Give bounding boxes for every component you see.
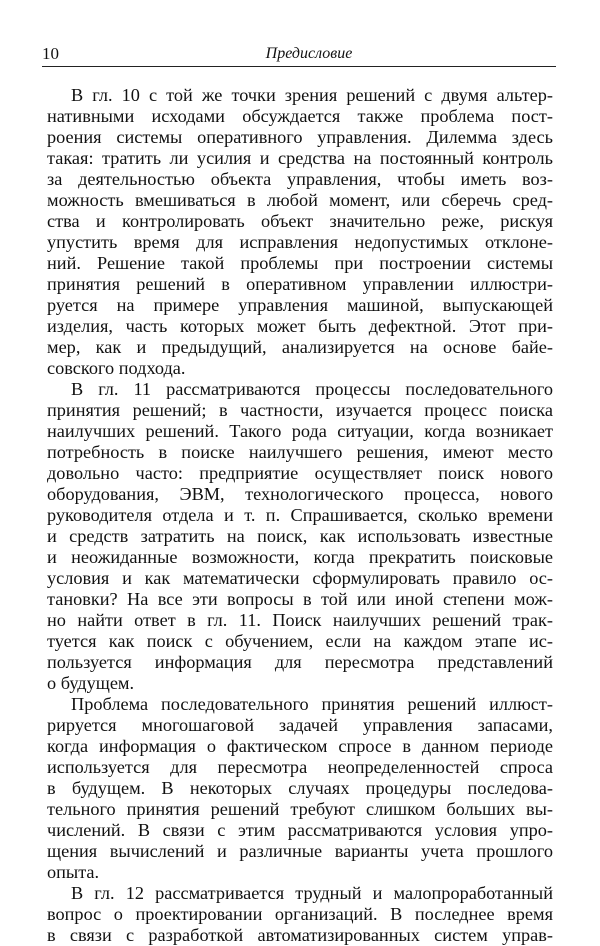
text-line: Проблема последовательного принятия решений иллюст- xyxy=(71,694,553,714)
text-line: используется для пересмотра неопределенностей спроса xyxy=(47,757,553,777)
text-line: изделия, часть которых может быть дефектной. Этот при- xyxy=(47,316,553,336)
page-header xyxy=(42,40,556,67)
text-line: руется на примере управления машиной, выпускающей xyxy=(47,295,553,315)
text-line: пользуется информация для пересмотра представлений xyxy=(47,652,553,672)
page-number: 10 xyxy=(42,44,59,63)
text-line: числений. В связи с этим рассматриваются условия упро- xyxy=(47,820,553,840)
text-line: ний. Решение такой проблемы при построении системы xyxy=(47,253,553,273)
text-line: рируется многошаговой задачей управления запасами, xyxy=(47,715,553,735)
text-line: ства и контролировать объект значительно реже, рискуя xyxy=(47,211,553,231)
text-line: потребность в поиске наилучшего решения, имеют место xyxy=(47,442,553,462)
text-line: руководителя отдела и т. п. Спрашивается, сколько времени xyxy=(47,505,553,525)
text-line: можность вмешиваться в любой момент, или сберечь сред- xyxy=(47,190,553,210)
text-line: В гл. 11 рассматриваются процессы последовательного xyxy=(71,379,553,399)
text-line: в будущем. В некоторых случаях процедуры последова- xyxy=(47,778,553,798)
body-text xyxy=(47,85,553,946)
text-line: наилучших решений. Такого рода ситуации, когда возникает xyxy=(47,421,553,441)
text-line: принятия решений; в частности, изучается процесс поиска xyxy=(47,400,553,420)
text-line: вопрос о проектировании организаций. В последнее время xyxy=(47,904,553,924)
text-line: туется как поиск с обучением, если на каждом этапе ис- xyxy=(47,631,553,651)
text-line: и средств затратить на поиск, как использовать известные xyxy=(47,526,553,546)
text-line: тановки? На все эти вопросы в той или иной степени мож- xyxy=(47,589,553,609)
text-line: упустить время для исправления недопустимых отклоне- xyxy=(47,232,553,252)
text-line: когда информация о фактическом спросе в данном периоде xyxy=(47,736,553,756)
text-line: оборудования, ЭВМ, технологического процесса, нового xyxy=(47,484,553,504)
text-line: В гл. 10 с той же точки зрения решений с двумя альтер- xyxy=(71,85,553,105)
text-line: роения системы оперативного управления. Дилемма здесь xyxy=(47,127,553,147)
text-line: щения вычислений и различные варианты учета прошлого xyxy=(47,841,553,861)
text-line: и неожиданные возможности, когда прекратить поисковые xyxy=(47,547,553,567)
text-line: опыта. xyxy=(47,862,100,882)
running-title: Предисловие xyxy=(265,45,353,62)
text-line: но найти ответ в гл. 11. Поиск наилучших решений трак- xyxy=(47,610,553,630)
text-line: о будущем. xyxy=(47,673,135,693)
text-line: В гл. 12 рассматривается трудный и малопроработанный xyxy=(71,883,553,903)
text-line: такая: тратить ли усилия и средства на постоянный контроль xyxy=(47,148,553,168)
text-line: мер, как и предыдущий, анализируется на основе байе- xyxy=(47,337,553,357)
text-line: за деятельностью объекта управления, чтобы иметь воз- xyxy=(47,169,553,189)
text-line: принятия решений в оперативном управлении иллюстри- xyxy=(47,274,553,294)
text-line: довольно часто: предприятие осуществляет поиск нового xyxy=(47,463,553,483)
text-line: нативными исходами обсуждается также проблема пост- xyxy=(47,106,553,126)
text-line: в связи с разработкой автоматизированных систем управ- xyxy=(47,925,553,945)
text-line: совского подхода. xyxy=(47,358,186,378)
text-line: тельного принятия решений требуют слишком больших вы- xyxy=(47,799,553,819)
text-line: условия и как математически сформулировать правило ос- xyxy=(47,568,553,588)
